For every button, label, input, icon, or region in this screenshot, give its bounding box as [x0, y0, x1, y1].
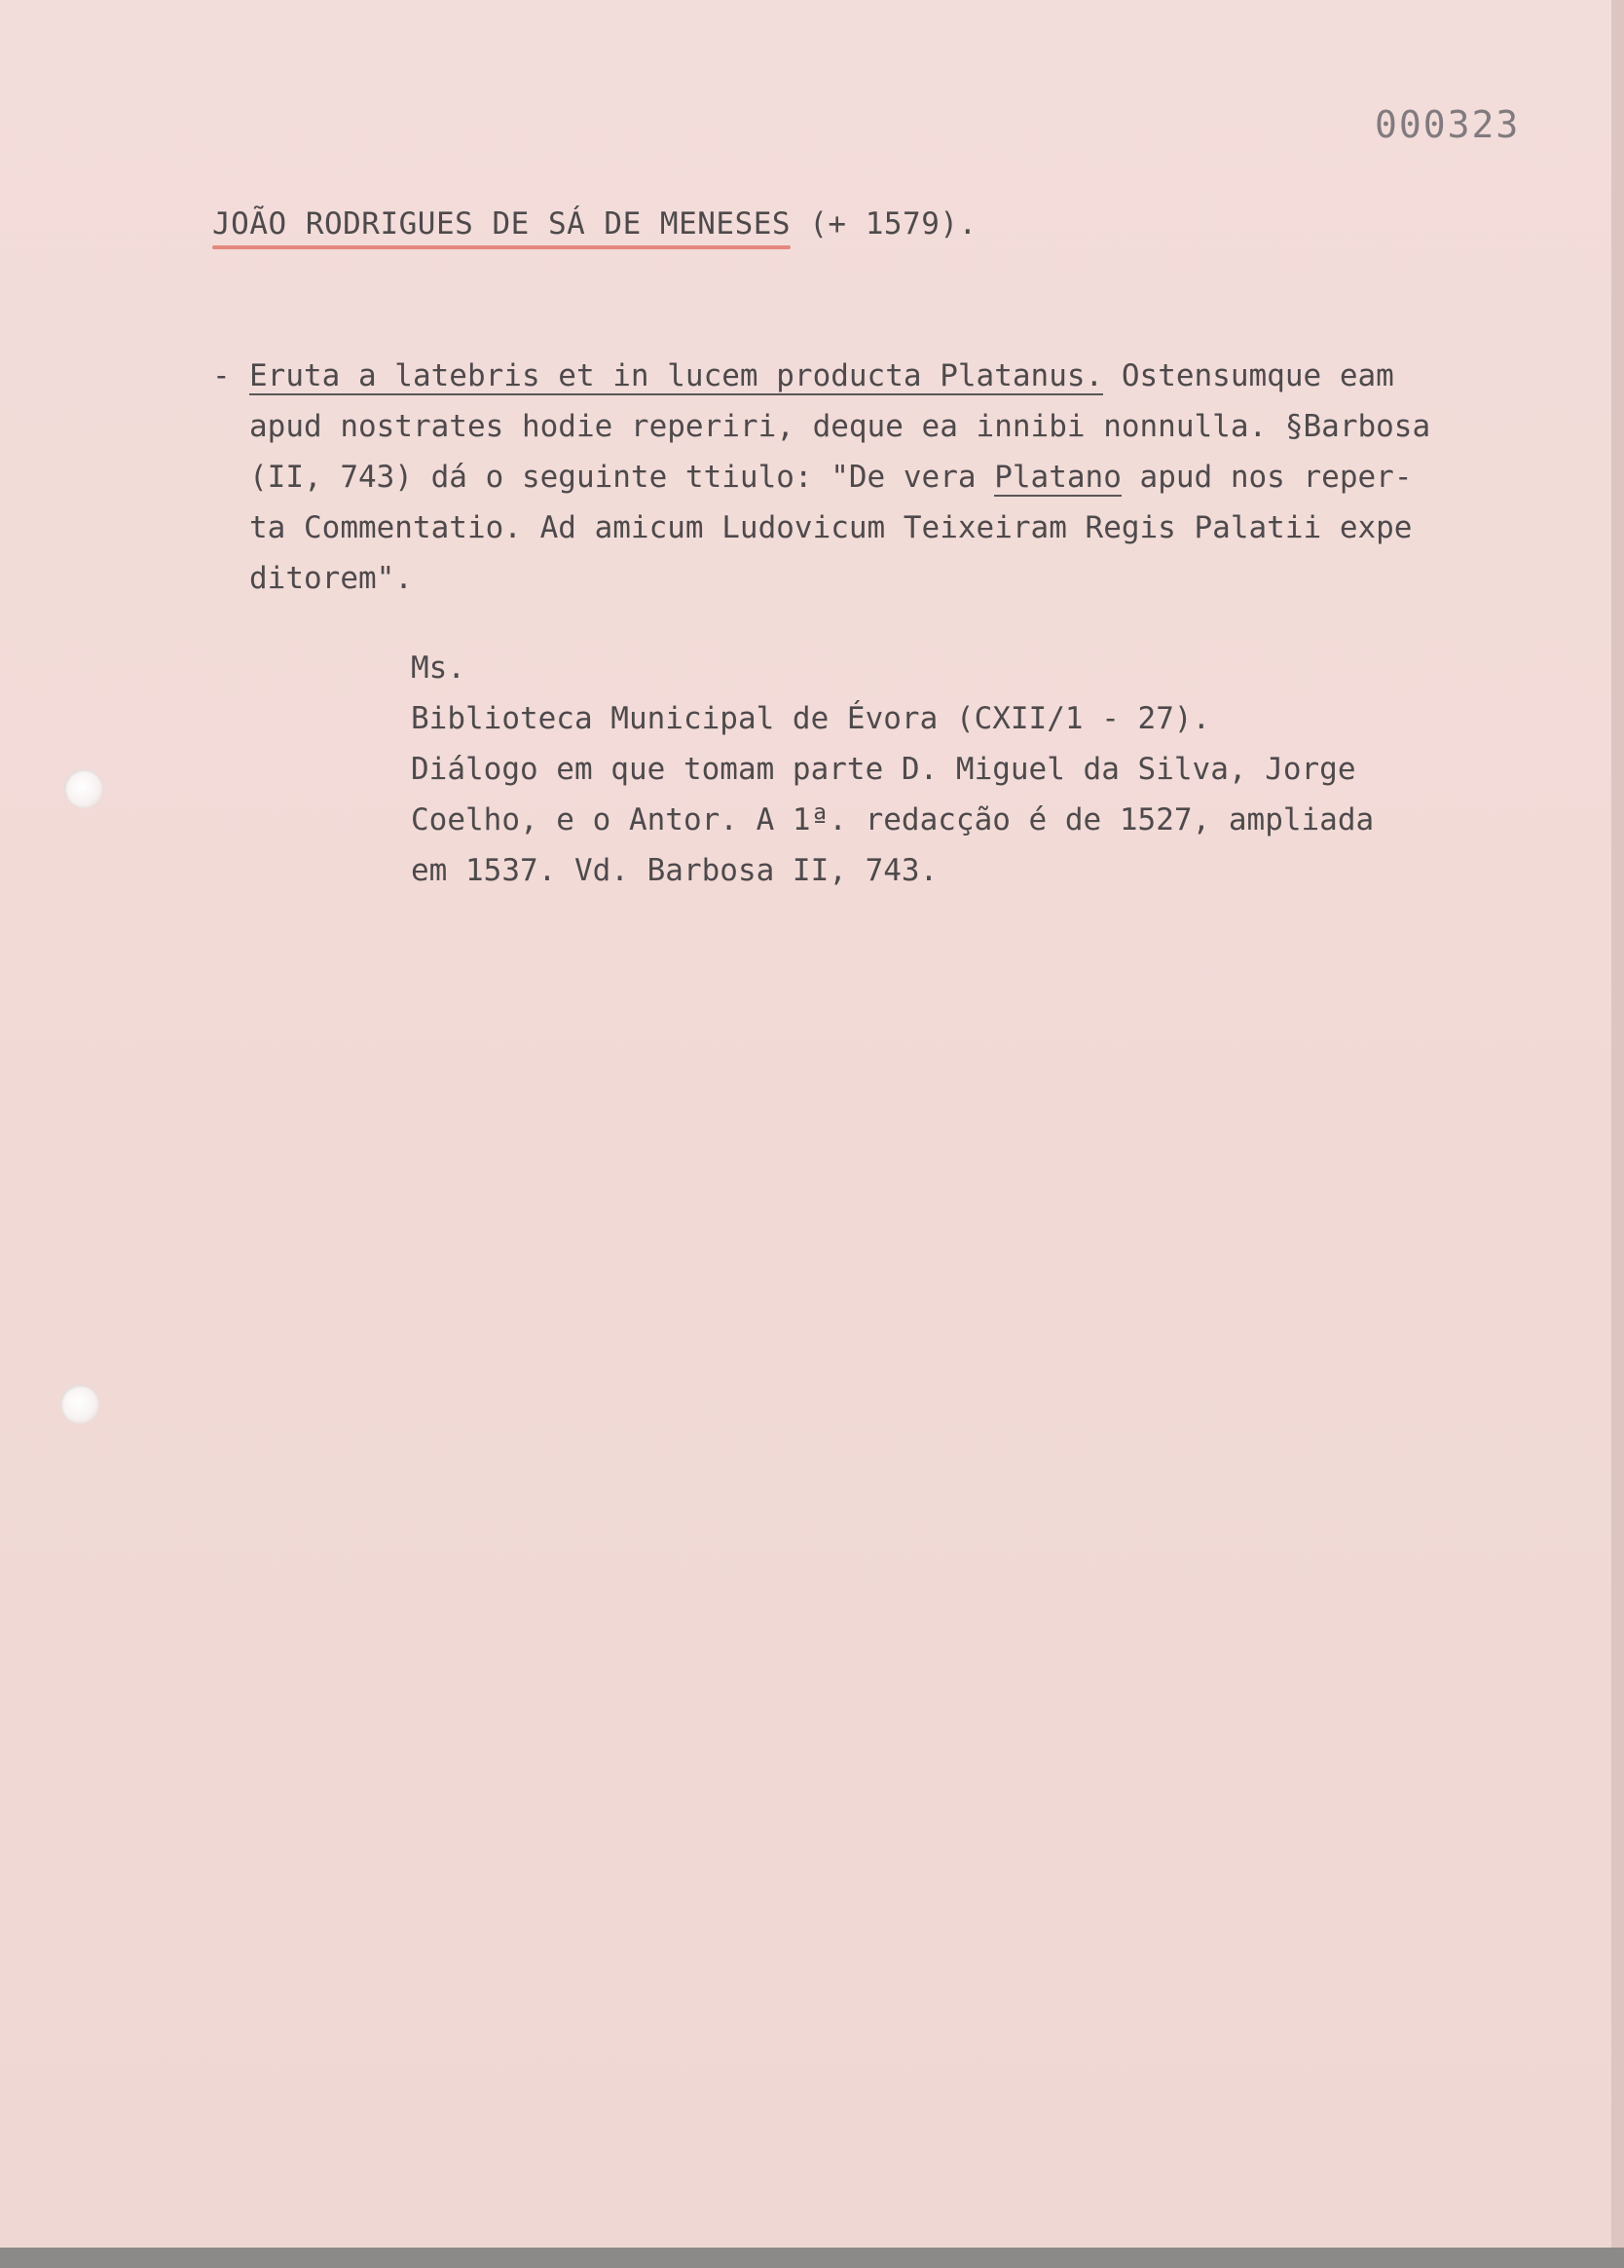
stamp-number: 000323: [1375, 103, 1521, 146]
punch-hole-bottom: [60, 1385, 99, 1424]
author-dates: (+ 1579).: [791, 206, 978, 242]
entry-bullet: -: [212, 358, 231, 393]
punch-hole-top: [64, 769, 103, 808]
note-line: Ms.: [411, 651, 465, 686]
entry-line-1-rest: Ostensumque eam: [1103, 358, 1394, 393]
entry-title: [212, 206, 978, 242]
entry-line-3: [249, 452, 1430, 502]
entry-line-2: apud nostrates hodie reperiri, deque ea innibi nonnulla. §Barbosa: [249, 409, 1431, 444]
work-title: Eruta a latebris et in lucem producta Platanus.: [249, 358, 1104, 393]
entry-line-3-post: apud nos reper-: [1121, 460, 1413, 495]
entry-line-1: [249, 351, 1430, 401]
entry-line-3-pre: (II, 743) dá o seguinte ttiulo: "De vera: [249, 460, 995, 495]
platano-word: Platano: [994, 460, 1122, 495]
note-line: Coelho, e o Antor. A 1ª. redacção é de 1527, ampliada: [411, 802, 1375, 837]
note-line: Biblioteca Municipal de Évora (CXII/1 - 27).: [411, 701, 1211, 736]
scan-edge-right: [1611, 0, 1624, 2248]
entry-line-4: ta Commentatio. Ad amicum Ludovicum Teixeiram Regis Palatii expe: [249, 510, 1413, 545]
scan-edge-bottom: [0, 2248, 1624, 2268]
entry-text: [249, 351, 1430, 604]
author-name: JOÃO RODRIGUES DE SÁ DE MENESES: [212, 206, 792, 242]
manuscript-notes: [411, 643, 1540, 896]
note-line: em 1537. Vd. Barbosa II, 743.: [411, 853, 939, 888]
entry-line-5: ditorem".: [249, 561, 413, 596]
note-line: Diálogo em que tomam parte D. Miguel da Silva, Jorge: [411, 752, 1356, 787]
